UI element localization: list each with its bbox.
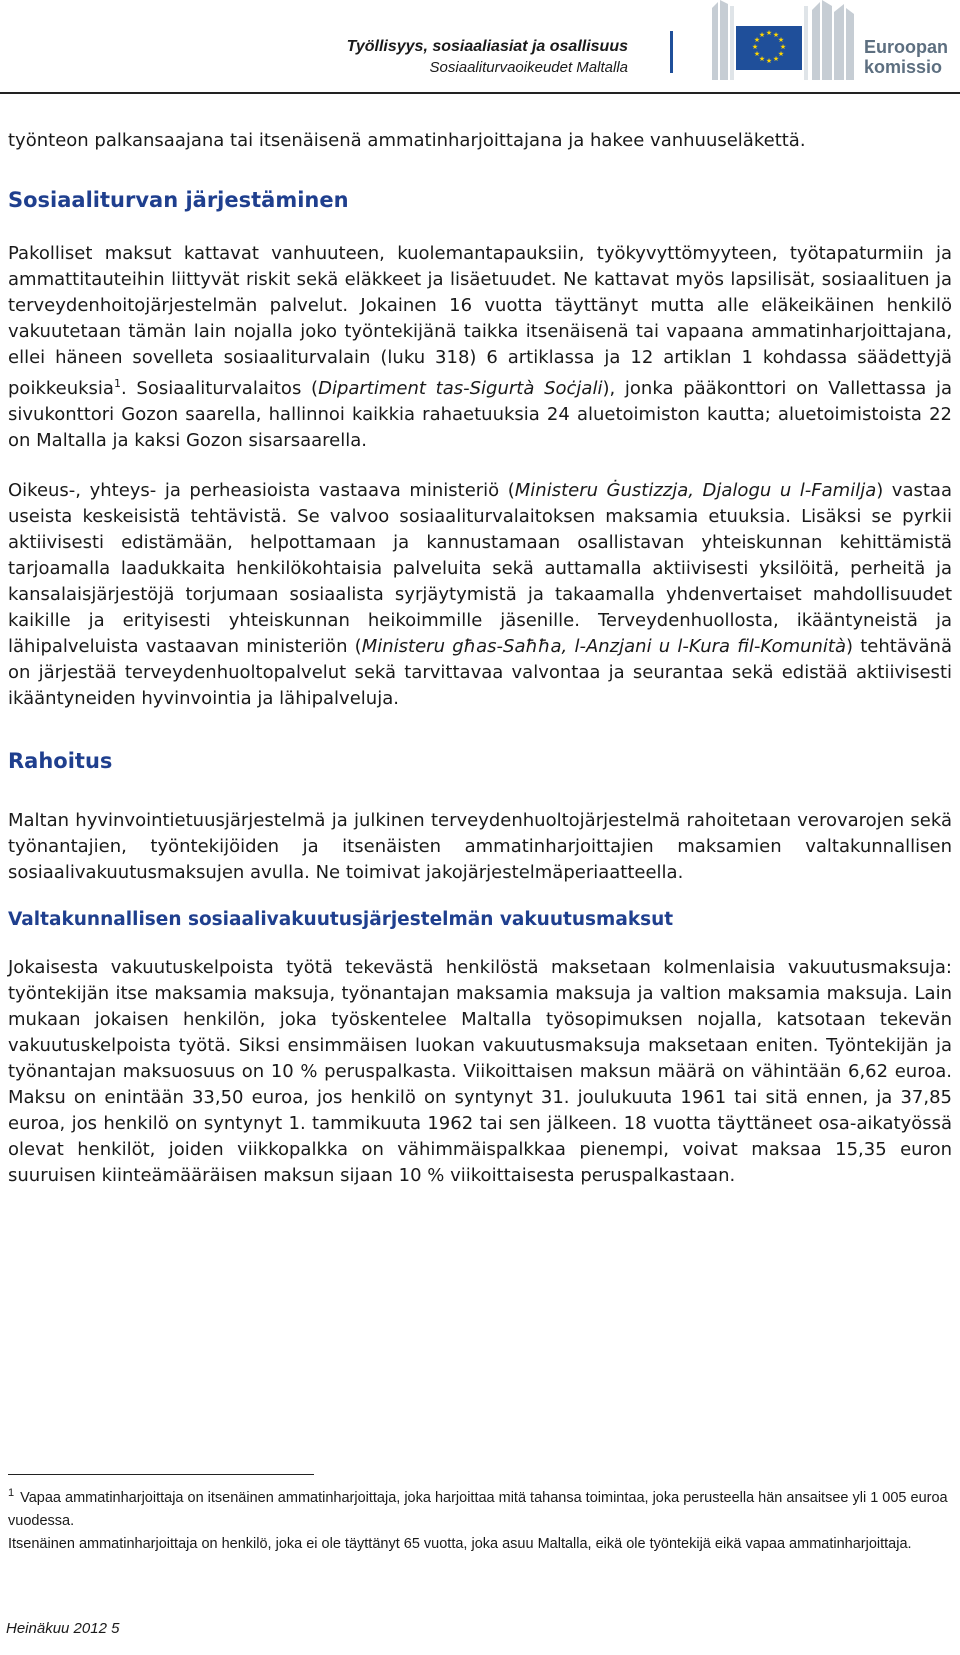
heading-financing: Rahoitus	[8, 749, 113, 773]
text-segment: ) tehtävänä on järjestää terveydenhuoltopalvelut sekä tarvittavaa valvontaa ja seurantaa sekä edistää aktiivisesti ikääntyneiden hyvinvointia ja lähipalveluja.	[8, 636, 953, 709]
svg-text:★: ★	[758, 55, 766, 63]
page-footer: Heinäkuu 2012 5	[6, 1620, 120, 1637]
text-segment: ), jonka pääkonttori on Vallettassa ja sivukonttori Gozon saarella, hallinnoi kaikkia rahaetuuksia 24 aluetoimiston kautta; aluetoimistoista 22 on Maltalla ja kaksi Gozon sisarsaarella.	[8, 378, 952, 451]
svg-text:★: ★	[765, 29, 773, 37]
text-segment: . Sosiaaliturvalaitos (	[120, 378, 319, 399]
footnote-number: 1	[8, 1487, 15, 1499]
logo-wordmark	[864, 37, 948, 77]
ministry-name: Ministeru għas-Saħħa, l-Anzjani u l-Kura fil-Komunità	[361, 636, 847, 657]
footnote-line-1	[8, 1482, 952, 1533]
eu-flag-icon	[736, 26, 802, 70]
header-separator	[670, 31, 673, 73]
text-segment: Oikeus-, yhteys- ja perheasioista vastaava ministeriö (	[8, 480, 515, 501]
header-subtitle: Sosiaaliturvaoikeudet Maltalla	[429, 59, 628, 76]
svg-text:★: ★	[751, 43, 759, 51]
berlaymont-building-icon	[712, 0, 862, 90]
page-header	[0, 0, 960, 96]
svg-text:★: ★	[765, 57, 773, 65]
logo-line-1: Euroopan	[864, 37, 948, 57]
paragraph-contributions: Jokaisesta vakuutuskelpoista työtä tekevästä henkilöstä maksetaan kolmenlaisia vakuutusmaksuja: työntekijän itse maksamia maksuja, työnantajan maksamia maksuja ja valtion maksamia maksuja. Lain mukaan jokaisen henkilön, joka työskentelee Maltalla työsopimuksen nojalla, katsotaan tekevän vakuutuskelpoista työtä. Siksi ensimmäisen luokan vakuutusmaksuja maksetaan eniten. Työntekijän ja työnantajan maksuosuus on 10 % peruspalkasta. Viikoittaisen maksun määrä on vähintään 6,62 euroa. Maksu on enintään 33,50 euroa, jos henkilö on syntynyt 31. joulukuuta 1961 tai sitä ennen, ja 37,85 euroa, jos henkilö on syntynyt 1. tammikuuta 1962 tai sen jälkeen. 18 vuotta täyttäneet osa-aikatyössä olevat henkilöt, joiden viikkopalkka on vähimmäispalkkaa pienempi, voivat maksaa 15,35 euron suuruisen kiinteämääräisen maksun sijaan 10 % viikoittaisesta peruspalkastaan.	[8, 957, 952, 1186]
footnote-reference[interactable]: 1	[113, 377, 121, 390]
svg-text:★: ★	[758, 31, 766, 39]
paragraph-ministries	[8, 478, 952, 712]
logo-line-2: komissio	[864, 57, 943, 77]
svg-text:★: ★	[777, 50, 785, 58]
intro-paragraph: työnteon palkansaajana tai itsenäisenä ammatinharjoittajana ja hakee vanhuuseläkettä.	[8, 130, 806, 151]
institution-name: Dipartiment tas-Sigurtà Soċjali	[318, 378, 603, 399]
header-rule	[0, 92, 960, 94]
footnote	[8, 1482, 952, 1556]
main-content	[8, 128, 952, 1189]
svg-text:★: ★	[772, 31, 780, 39]
svg-text:★: ★	[779, 43, 787, 51]
svg-text:★: ★	[753, 36, 761, 44]
footnote-rule	[8, 1474, 314, 1475]
svg-text:★: ★	[753, 50, 761, 58]
svg-text:★: ★	[772, 55, 780, 63]
european-commission-logo	[712, 0, 952, 90]
text-segment: ) vastaa useista keskeisistä tehtävistä. Se valvoo sosiaaliturvalaitoksen maksamia etuuksia. Lisäksi se pyrkii aktiivisesti edistämään, helpottamaan ja kannustamaan osallistavan yhteiskunnan kehittämistä tarjoamalla laadukkaita henkilökohtaisia palveluita sekä auttamalla aktiivisesti yksilöitä, perheitä ja kansalaisjärjestöjä torjumaan sosiaalista syrjäytymistä ja takaamalla yhdenvertaiset mahdollisuudet kaikille ja erityisesti yhteiskunnan heikoimmille jäsenille. Terveydenhuollosta, ikääntyneistä ja lähipalveluista vastaavan ministeriön (	[8, 480, 952, 657]
heading-organisation: Sosiaaliturvan järjestäminen	[8, 188, 349, 212]
ministry-name: Ministeru Ġustizzja, Djalogu u l-Familja	[514, 480, 877, 501]
text-segment: Pakolliset maksut kattavat vanhuuteen, kuolemantapauksiin, työkyvyttömyyteen, työtapaturmiin ja ammattitauteihin liittyvät riskit sekä eläkkeet ja lisäetuudet. Ne kattavat myös lapsilisät, sosiaalituen ja terveydenhoitojärjestelmän palvelut. Jokainen 16 vuotta täyttänyt mutta alle eläkeikäinen henkilö vakuutetaan tämän lain nojalla joko työntekijänä taikka itsenäisenä tai vapaana ammatinharjoittajana, ellei häneen sovelleta sosiaaliturvalain (luku 318) 6 artiklassa ja 12 artiklan 1 kohdassa säädettyjä poikkeuksia	[8, 243, 952, 399]
heading-contributions: Valtakunnallisen sosiaalivakuutusjärjestelmän vakuutusmaksut	[8, 909, 674, 930]
svg-text:★: ★	[777, 36, 785, 44]
footnote-text-1: Vapaa ammatinharjoittaja on itsenäinen ammatinharjoittaja, joka harjoittaa mitä tahansa toimintaa, joka perusteella hän ansaitsee yli 1 005 euroa vuodessa.	[8, 1490, 948, 1529]
paragraph-financing: Maltan hyvinvointietuusjärjestelmä ja julkinen terveydenhuoltojärjestelmä rahoitetaan verovarojen sekä työnantajien, työntekijöiden ja itsenäisten ammatinharjoittajien maksamien valtakunnallisen sosiaalivakuutusmaksujen avulla. Ne toimivat jakojärjestelmäperiaatteella.	[8, 810, 952, 883]
header-text	[347, 36, 628, 78]
paragraph-organisation	[8, 241, 952, 454]
header-department: Työllisyys, sosiaaliasiat ja osallisuus	[346, 38, 628, 55]
footnote-line-2: Itsenäinen ammatinharjoittaja on henkilö, joka ei ole täyttänyt 65 vuotta, joka asuu Maltalla, eikä ole työntekijä eikä vapaa ammatinharjoittaja.	[8, 1536, 912, 1552]
